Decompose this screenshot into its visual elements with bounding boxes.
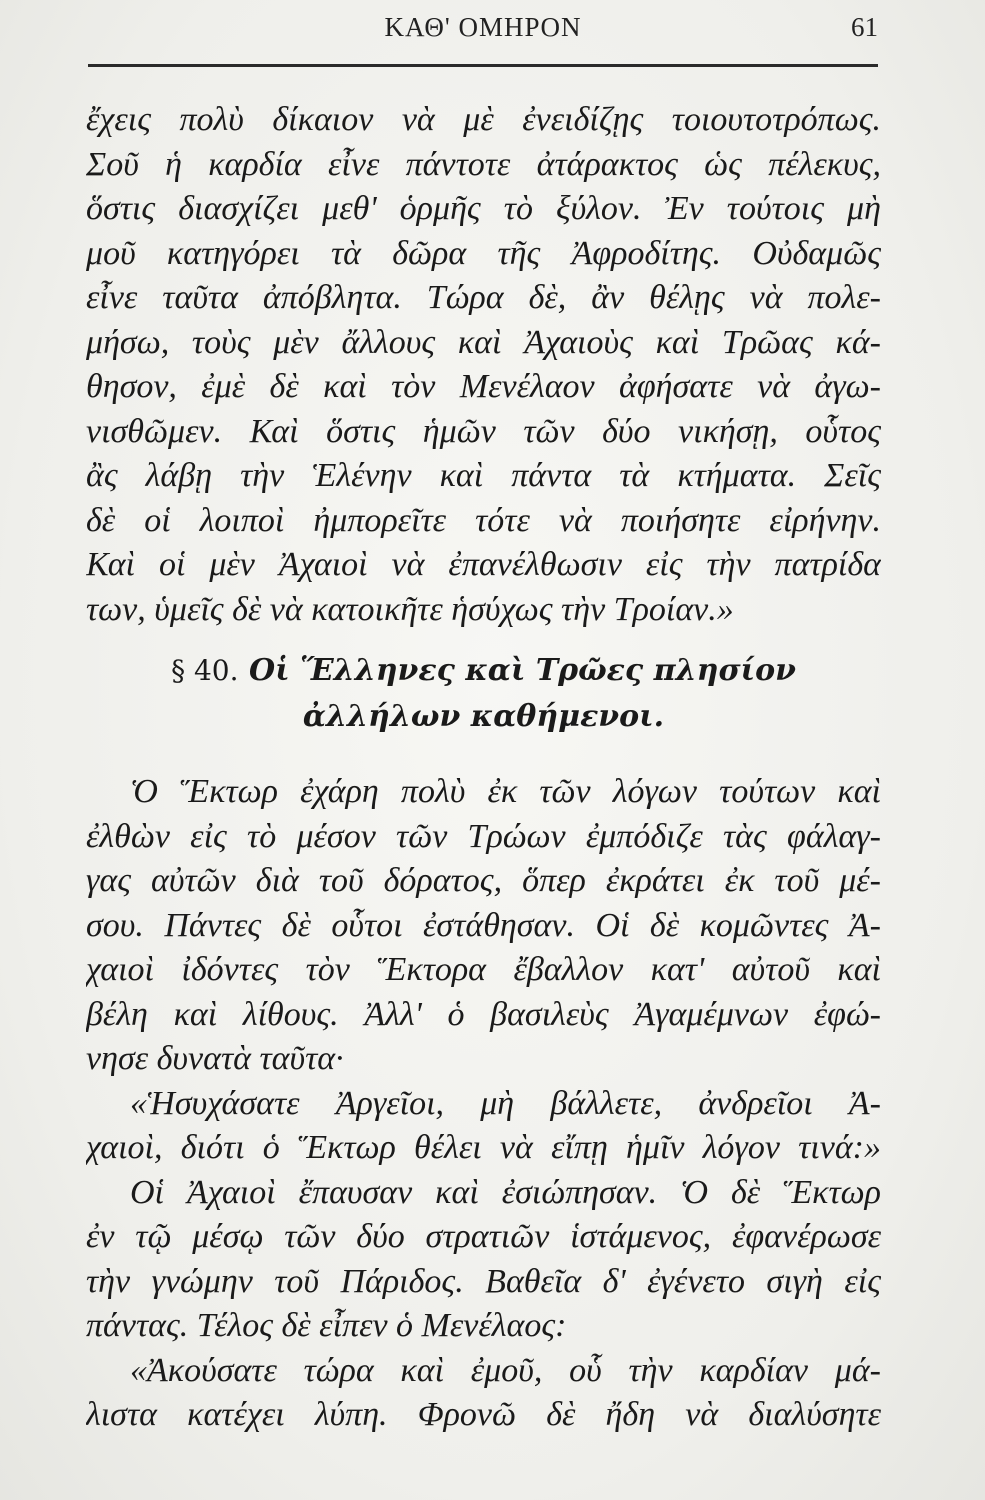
text-line: λιστα κατέχει λύπη. Φρονῶ δὲ ἤδη νὰ διαλύσητε bbox=[86, 1396, 881, 1433]
text-line: των, ὑμεῖς δὲ νὰ κατοικῆτε ἡσύχως τὴν Τροίαν.» bbox=[86, 590, 734, 628]
page-number: 61 bbox=[851, 12, 878, 42]
text-line: γας αὐτῶν διὰ τοῦ δόρατος, ὅπερ ἐκράτει ἐκ τοῦ μέ- bbox=[86, 862, 881, 899]
text-line: Σοῦ ἡ καρδία εἶνε πάντοτε ἀτάρακτος ὡς πέλεκυς, bbox=[86, 145, 881, 183]
section-heading bbox=[86, 648, 881, 740]
text-line: «Ἀκούσατε τώρα καὶ ἐμοῦ, οὗ τὴν καρδίαν μά- bbox=[130, 1351, 881, 1389]
text-line: θησον, ἐμὲ δὲ καὶ τὸν Μενέλαον ἀφήσατε νὰ ἀγω- bbox=[86, 368, 881, 405]
text-line: χαιοὶ ἰδόντες τὸν Ἕκτορα ἔβαλλον κατ' αὐτοῦ καὶ bbox=[86, 951, 881, 988]
text-line: χαιοὶ, διότι ὁ Ἕκτωρ θέλει νὰ εἴπῃ ἡμῖν λόγον τινά:» bbox=[86, 1129, 881, 1166]
header-rule bbox=[88, 64, 878, 67]
section-number: § 40. bbox=[171, 654, 239, 687]
text-line: σου. Πάντες δὲ οὗτοι ἐστάθησαν. Οἱ δὲ κομῶντες Ἀ- bbox=[86, 906, 881, 944]
text-line: νησε δυνατὰ ταῦτα· bbox=[86, 1040, 344, 1077]
text-line: ἐν τῷ μέσῳ τῶν δύο στρατιῶν ἱστάμενος, ἐφανέρωσε bbox=[86, 1218, 881, 1255]
text-line: εἶνε ταῦτα ἀπόβλητα. Τώρα δὲ, ἂν θέλῃς νὰ πολε- bbox=[86, 279, 881, 316]
running-title: ΚΑΘ' ΟΜΗΡΟΝ bbox=[384, 12, 582, 42]
text-line: μοῦ κατηγόρει τὰ δῶρα τῆς Ἀφροδίτης. Οὐδαμῶς bbox=[86, 234, 881, 272]
section-heading-line-1 bbox=[86, 648, 881, 694]
running-head bbox=[88, 10, 878, 50]
text-line: Οἱ Ἀχαιοὶ ἔπαυσαν καὶ ἐσιώπησαν. Ὁ δὲ Ἕκτωρ bbox=[130, 1173, 881, 1211]
paragraph-2 bbox=[86, 770, 881, 1438]
paragraph-1 bbox=[86, 98, 881, 632]
text-line: πάντας. Τέλος δὲ εἶπεν ὁ Μενέλαος: bbox=[86, 1307, 567, 1344]
text-line: ἂς λάβῃ τὴν Ἑλένην καὶ πάντα τὰ κτήματα. Σεῖς bbox=[86, 457, 881, 494]
text-line: Καὶ οἱ μὲν Ἀχαιοὶ νὰ ἐπανέλθωσιν εἰς τὴν πατρίδα bbox=[86, 546, 881, 583]
text-line: δὲ οἱ λοιποὶ ἠμπορεῖτε τότε νὰ ποιήσητε εἰρήνην. bbox=[86, 501, 881, 539]
text-line: νισθῶμεν. Καὶ ὅστις ἡμῶν τῶν δύο νικήσῃ, οὗτος bbox=[86, 412, 881, 450]
section-title-part-1: Οἱ Ἕλληνες καὶ Τρῶες πλησίον bbox=[248, 653, 796, 688]
section-title-part-2: ἀλλήλων καθήμενοι. bbox=[302, 699, 665, 734]
text-line: βέλη καὶ λίθους. Ἀλλ' ὁ βασιλεὺς Ἀγαμέμνων ἐφώ- bbox=[86, 995, 881, 1033]
text-line: «Ἡσυχάσατε Ἀργεῖοι, μὴ βάλλετε, ἀνδρεῖοι Ἀ- bbox=[130, 1084, 881, 1122]
text-line: ἐλθὼν εἰς τὸ μέσον τῶν Τρώων ἐμπόδιζε τὰς φάλαγ- bbox=[86, 817, 881, 855]
text-line: ἔχεις πολὺ δίκαιον νὰ μὲ ἐνειδίζῃς τοιουτοτρόπως. bbox=[86, 101, 881, 138]
text-line: τὴν γνώμην τοῦ Πάριδος. Βαθεῖα δ' ἐγένετο σιγὴ εἰς bbox=[86, 1262, 881, 1300]
text-line: ὅστις διασχίζει μεθ' ὁρμῆς τὸ ξύλον. Ἐν τούτοις μὴ bbox=[86, 190, 881, 227]
text-line: μήσω, τοὺς μὲν ἄλλους καὶ Ἀχαιοὺς καὶ Τρῶας κά- bbox=[86, 323, 881, 361]
text-line: Ὁ Ἕκτωρ ἐχάρη πολὺ ἐκ τῶν λόγων τούτων καὶ bbox=[130, 773, 881, 810]
